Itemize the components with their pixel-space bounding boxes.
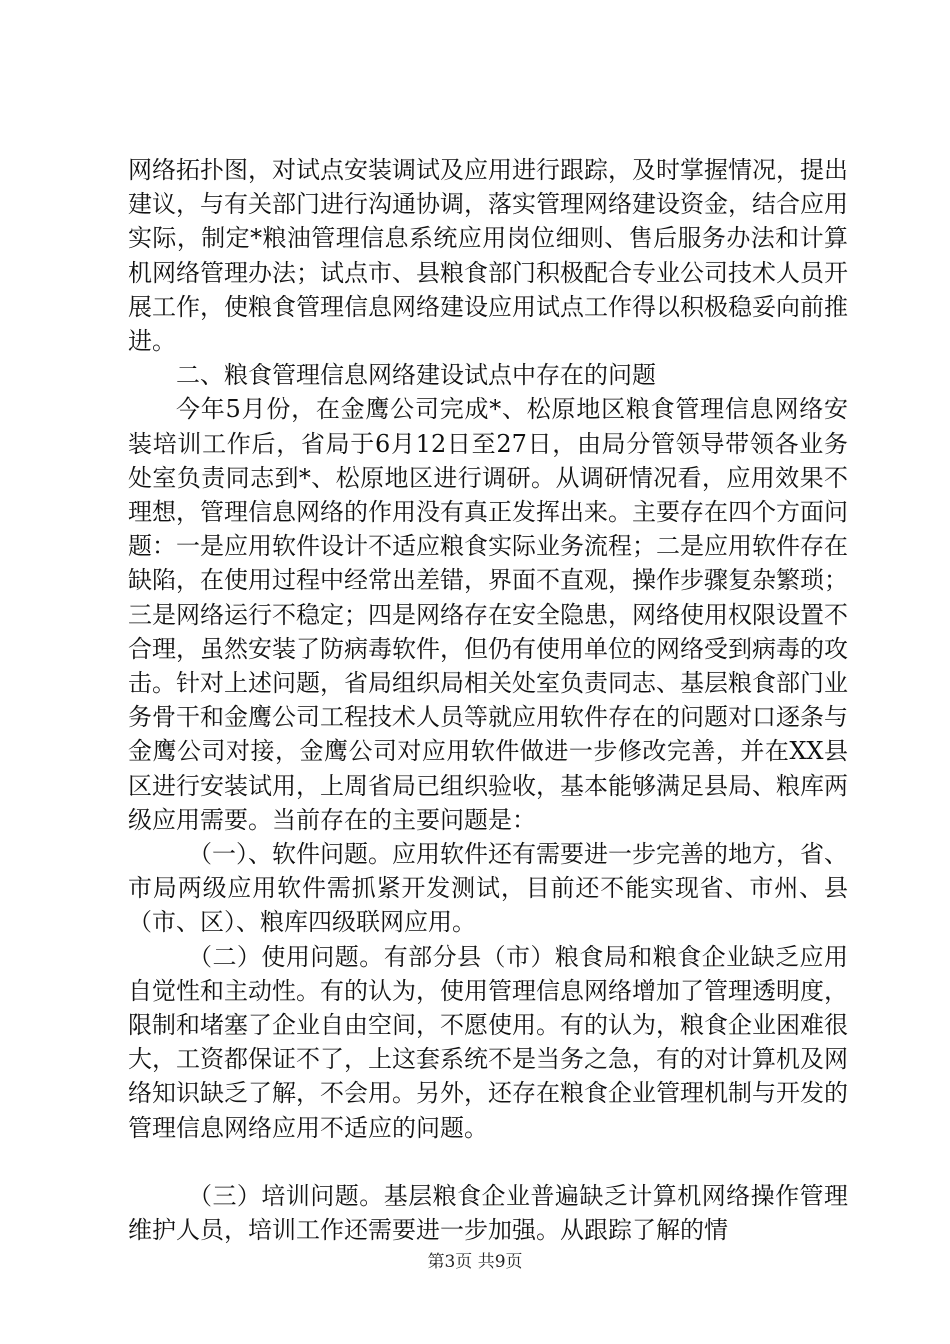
paragraph-continuation: 网络拓扑图，对试点安装调试及应用进行跟踪，及时掌握情况，提出建议，与有关部门进行沟通协调，落实管理网络建设资金，结合应用实际，制定*粮油管理信息系统应用岗位细则、售后服务办法和计算机网络管理办法；试点市、县粮食部门积极配合专业公司技术人员开展工作，使粮食管理信息网络建设应用试点工作得以积极稳妥向前推进。 bbox=[128, 156, 848, 356]
paragraph-usage-issue: （二）使用问题。有部分县（市）粮食局和粮食企业缺乏应用自觉性和主动性。有的认为，使用管理信息网络增加了管理透明度，限制和堵塞了企业自由空间，不愿使用。有的认为，粮食企业困难很大，工资都保证不了，上这套系统不是当务之急，有的对计算机及网络知识缺乏了解，不会用。另外，还存在粮食企业管理机制与开发的管理信息网络应用不适应的问题。 bbox=[128, 942, 848, 1142]
page-number-footer: 第3页 共9页 bbox=[427, 1252, 523, 1272]
paragraph-survey: 今年5月份，在金鹰公司完成*、松原地区粮食管理信息网络安装培训工作后，省局于6月12日至27日，由局分管领导带领各业务处室负责同志到*、松原地区进行调研。从调研情况看，应用效果不理想，管理信息网络的作用没有真正发挥出来。主要存在四个方面问题：一是应用软件设计不适应粮食实际业务流程；二是应用软件存在缺陷，在使用过程中经常出差错，界面不直观，操作步骤复杂繁琐；三是网络运行不稳定；四是网络存在安全隐患，网络使用权限设置不合理，虽然安装了防病毒软件，但仍有使用单位的网络受到病毒的攻击。针对上述问题，省局组织局相关处室负责同志、基层粮食部门业务骨干和金鹰公司工程技术人员等就应用软件存在的问题对口逐条与金鹰公司对接，金鹰公司对应用软件做进一步修改完善，并在XX县区进行安装试用，上周省局已组织验收，基本能够满足县局、粮库两级应用需要。当前存在的主要问题是： bbox=[128, 395, 848, 834]
paragraph-training-issue: （三）培训问题。基层粮食企业普遍缺乏计算机网络操作管理维护人员，培训工作还需要进一步加强。从跟踪了解的情 bbox=[128, 1181, 848, 1245]
paragraph-software-issue: （一）、软件问题。应用软件还有需要进一步完善的地方，省、市局两级应用软件需抓紧开发测试，目前还不能实现省、市州、县（市、区）、粮库四级联网应用。 bbox=[128, 840, 848, 937]
section-heading: 二、粮食管理信息网络建设试点中存在的问题 bbox=[176, 361, 656, 390]
paragraph-spacer bbox=[128, 1145, 848, 1179]
document-body bbox=[128, 153, 848, 1247]
